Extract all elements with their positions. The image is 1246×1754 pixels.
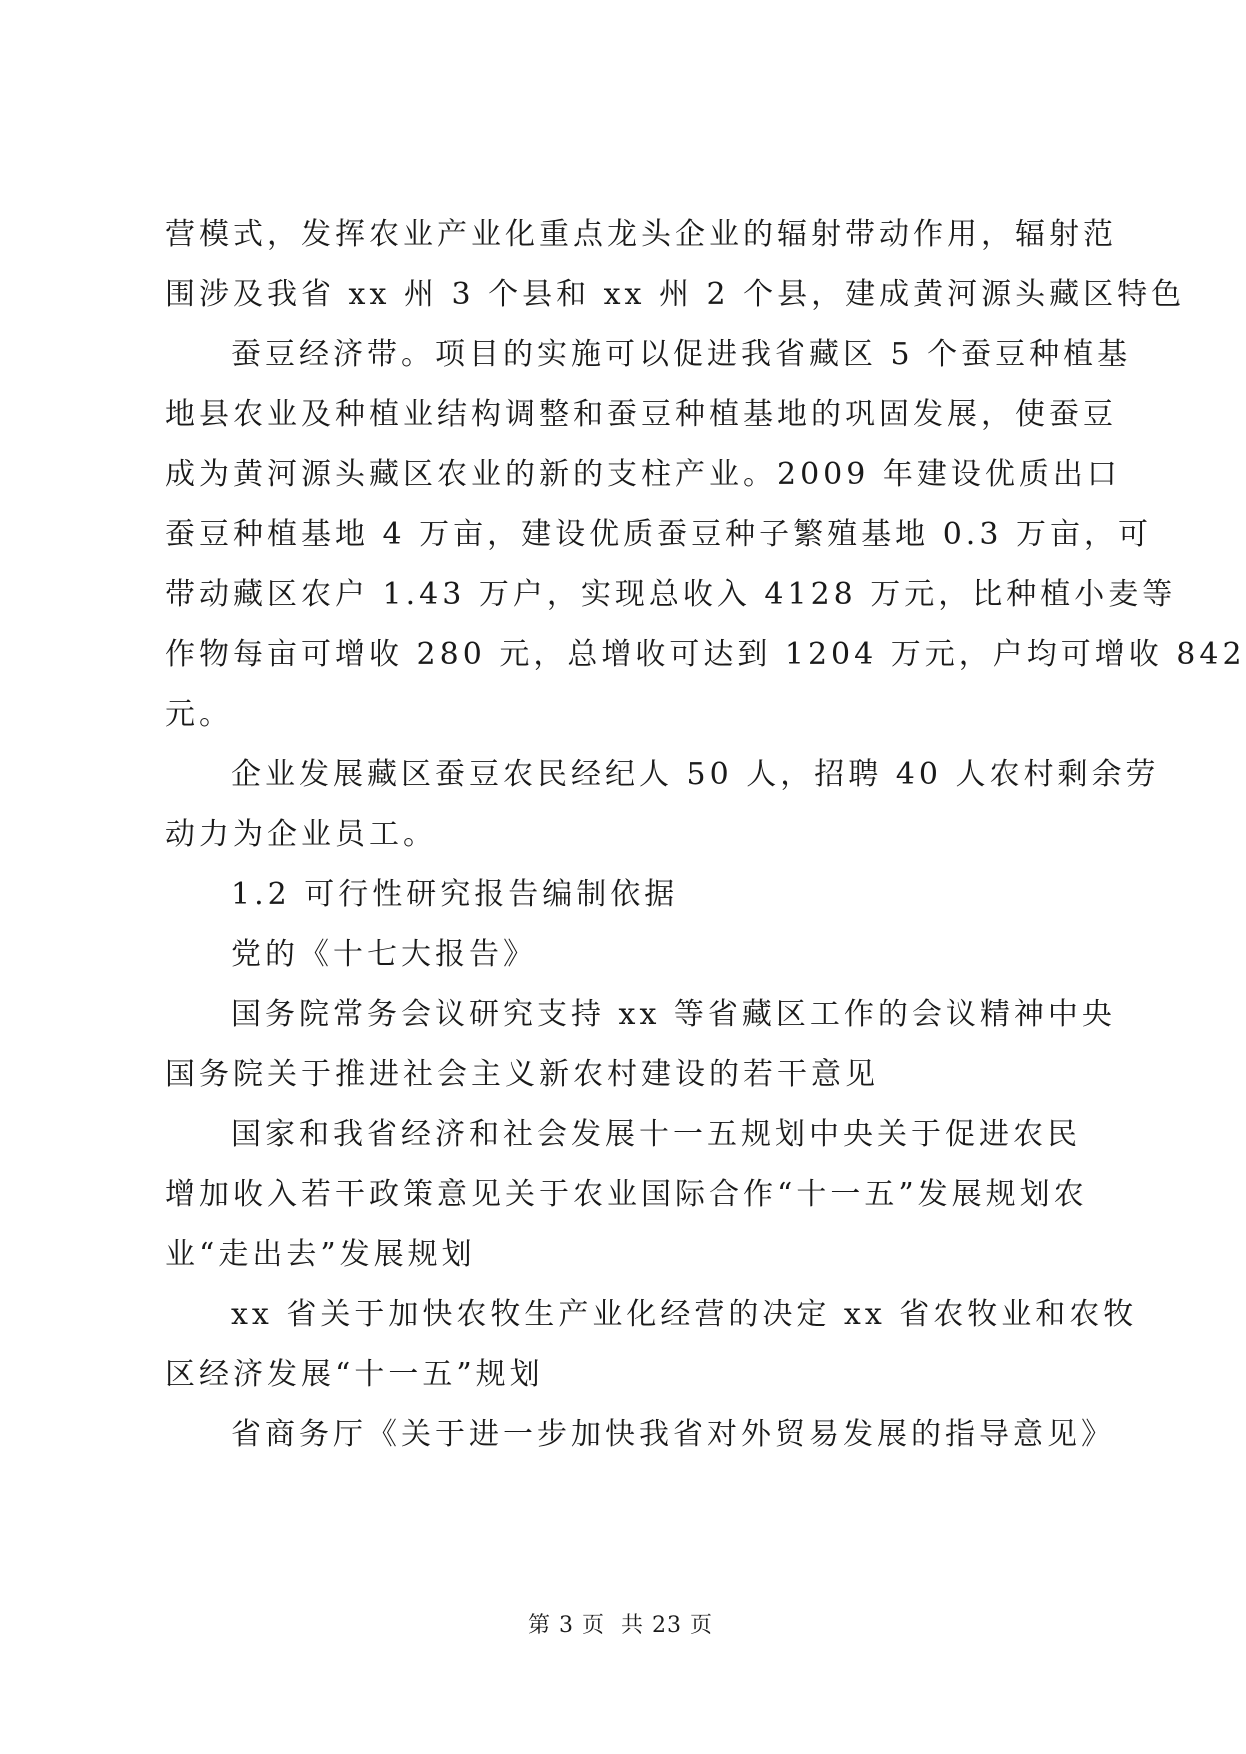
text-line: 围涉及我省 xx 州 3 个县和 xx 州 2 个县，建成黄河源头藏区特色 <box>165 277 1186 312</box>
text-line: 蚕豆经济带。项目的实施可以促进我省藏区 5 个蚕豆种植基 <box>231 337 1132 372</box>
page-footer: 第 3 页 共 23 页 <box>528 1613 713 1638</box>
text-line: 国家和我省经济和社会发展十一五规划中央关于促进农民 <box>231 1117 1081 1152</box>
text-line: 作物每亩可增收 280 元，总增收可达到 1204 万元，户均可增收 842 <box>165 637 1246 672</box>
text-line: 增加收入若干政策意见关于农业国际合作“十一五”发展规划农 <box>165 1177 1088 1212</box>
text-line: 动力为企业员工。 <box>165 817 437 852</box>
text-line: xx 省关于加快农牧生产业化经营的决定 xx 省农牧业和农牧 <box>231 1297 1138 1332</box>
text-line: 营模式，发挥农业产业化重点龙头企业的辐射带动作用，辐射范 <box>165 217 1117 252</box>
text-line: 业“走出去”发展规划 <box>165 1237 476 1272</box>
text-line: 地县农业及种植业结构调整和蚕豆种植基地的巩固发展，使蚕豆 <box>165 397 1117 432</box>
text-line: 蚕豆种植基地 4 万亩，建设优质蚕豆种子繁殖基地 0.3 万亩，可 <box>165 517 1152 552</box>
text-line: 国务院关于推进社会主义新农村建设的若干意见 <box>165 1057 879 1092</box>
text-line: 企业发展藏区蚕豆农民经纪人 50 人，招聘 40 人农村剩余劳 <box>231 757 1160 792</box>
text-line: 区经济发展“十一五”规划 <box>165 1357 544 1392</box>
text-line: 国务院常务会议研究支持 xx 等省藏区工作的会议精神中央 <box>231 997 1116 1032</box>
text-line: 党的《十七大报告》 <box>231 937 537 972</box>
text-line: 元。 <box>165 697 233 732</box>
text-line: 带动藏区农户 1.43 万户，实现总收入 4128 万元，比种植小麦等 <box>165 577 1177 612</box>
text-line: 省商务厅《关于进一步加快我省对外贸易发展的指导意见》 <box>231 1417 1115 1452</box>
body-text <box>165 205 1246 1465</box>
text-line: 成为黄河源头藏区农业的新的支柱产业。2009 年建设优质出口 <box>165 457 1121 492</box>
section-heading: 1.2 可行性研究报告编制依据 <box>231 877 679 912</box>
